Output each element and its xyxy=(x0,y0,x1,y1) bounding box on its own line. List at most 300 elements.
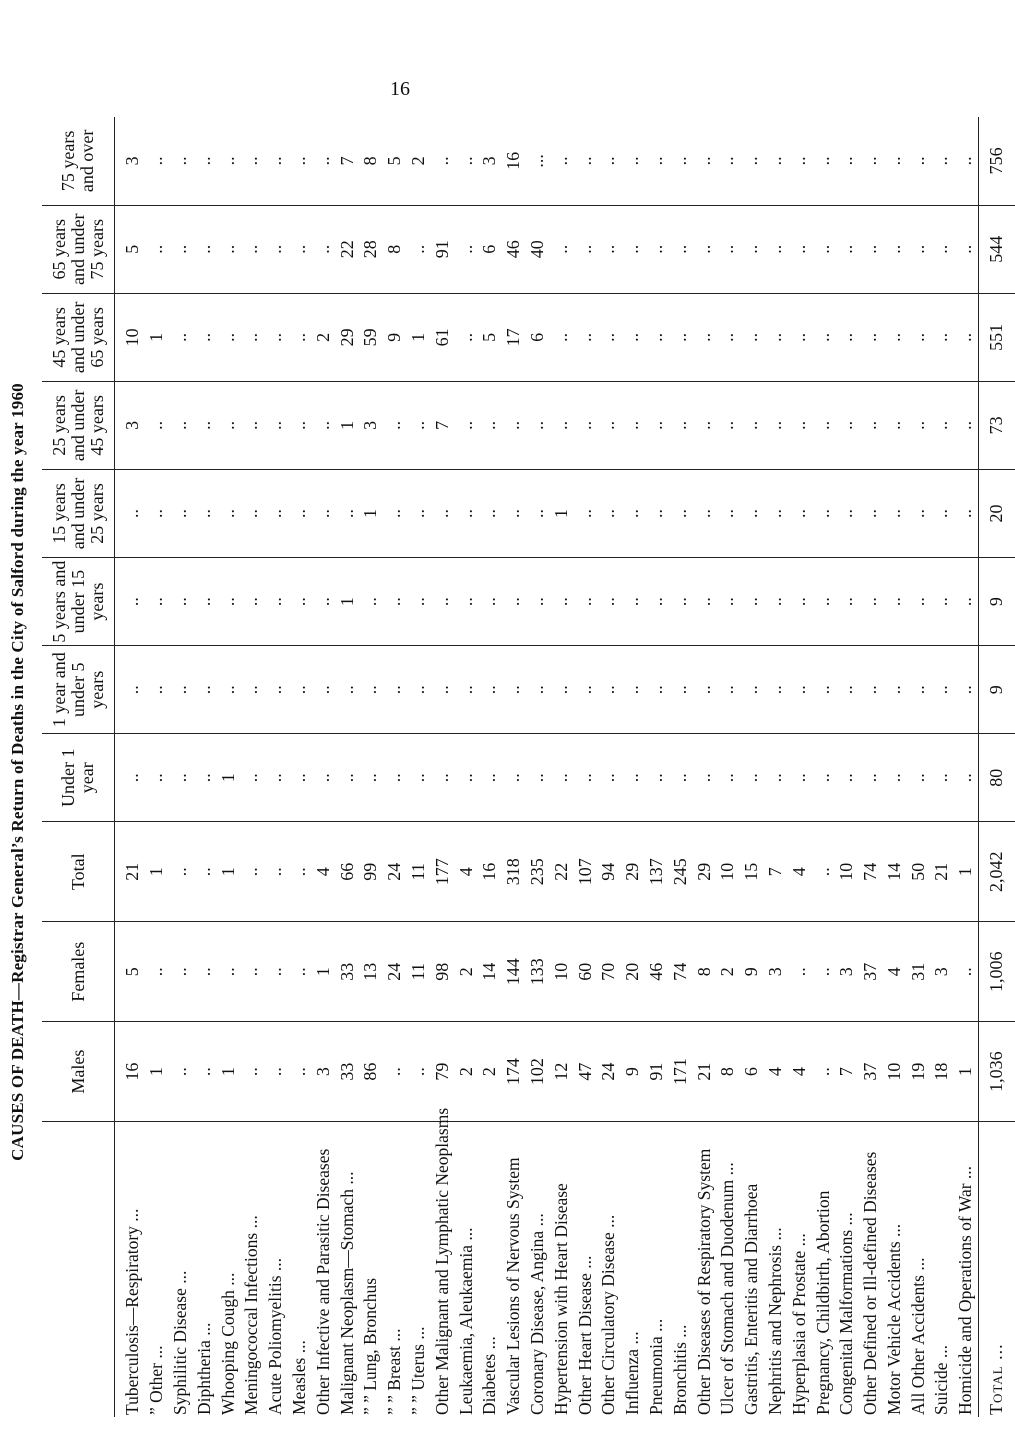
cell-under-1: .. xyxy=(645,734,669,822)
table-row xyxy=(787,117,811,1417)
cell-total: .. xyxy=(169,822,193,922)
cell-females: 144 xyxy=(502,922,526,1022)
table-row xyxy=(930,117,954,1417)
table-row xyxy=(645,117,669,1417)
cell-45-65: 61 xyxy=(430,293,454,381)
cell-45-65: 10 xyxy=(115,293,145,381)
cell-65-75: .. xyxy=(716,205,740,293)
cell-5-15: .. xyxy=(954,558,978,646)
cause-label: Whooping Cough ... xyxy=(217,1272,238,1415)
cell-65-75: .. xyxy=(906,205,930,293)
cell-males: 37 xyxy=(859,1022,883,1122)
cell-under-1: .. xyxy=(145,734,169,822)
cell-males: 86 xyxy=(359,1022,383,1122)
cell-65-75: .. xyxy=(407,205,431,293)
cause-label: Congenital Malformations ... xyxy=(836,1212,857,1415)
cell-15-25: .. xyxy=(407,469,431,557)
total-5-15: 9 xyxy=(978,558,1015,646)
cause-label: Other Circulatory Disease ... xyxy=(598,1214,619,1415)
cell-males: 102 xyxy=(526,1022,550,1122)
cell-15-25: .. xyxy=(430,469,454,557)
cell-5-15: .. xyxy=(407,558,431,646)
cell-45-65: .. xyxy=(264,293,288,381)
cell-under-1: .. xyxy=(288,734,312,822)
cell-15-25: .. xyxy=(264,469,288,557)
cause-label: Coronary Disease, Angina ... xyxy=(526,1213,547,1415)
cell-45-65: .. xyxy=(216,293,240,381)
cell-females: 4 xyxy=(883,922,907,1022)
cell-males: .. xyxy=(407,1022,431,1122)
table-row xyxy=(454,117,478,1417)
cell-under-1: .. xyxy=(115,734,145,822)
cell-males: .. xyxy=(383,1022,407,1122)
cell-females: 1 xyxy=(311,922,335,1022)
table-row xyxy=(692,117,716,1417)
cell-65-75: .. xyxy=(264,205,288,293)
cell-75-over: .. xyxy=(549,117,573,205)
table-row xyxy=(883,117,907,1417)
cell-1-5: .. xyxy=(692,646,716,734)
cell-1-5: .. xyxy=(811,646,835,734)
cell-25-45: .. xyxy=(454,381,478,469)
cell-75-over: .. xyxy=(240,117,264,205)
cell-65-75: .. xyxy=(740,205,764,293)
cell-males: 6 xyxy=(740,1022,764,1122)
cell-25-45: .. xyxy=(859,381,883,469)
cell-25-45: .. xyxy=(740,381,764,469)
cell-15-25: .. xyxy=(573,469,597,557)
cell-25-45: 3 xyxy=(115,381,145,469)
cell-under-1: .. xyxy=(787,734,811,822)
cell-15-25: .. xyxy=(478,469,502,557)
cell-25-45: .. xyxy=(621,381,645,469)
cell-25-45: .. xyxy=(216,381,240,469)
cell-65-75: .. xyxy=(288,205,312,293)
cell-45-65: .. xyxy=(811,293,835,381)
cell-5-15: .. xyxy=(478,558,502,646)
cell-1-5: .. xyxy=(216,646,240,734)
cell-females: 24 xyxy=(383,922,407,1022)
table-row xyxy=(169,117,193,1417)
total-15-25: 20 xyxy=(978,469,1015,557)
cell-1-5: .. xyxy=(383,646,407,734)
cell-75-over: .. xyxy=(692,117,716,205)
cell-75-over: 8 xyxy=(359,117,383,205)
cell-15-25: .. xyxy=(454,469,478,557)
cell-65-75: 8 xyxy=(383,205,407,293)
cell-under-1: .. xyxy=(573,734,597,822)
cell-under-1: .. xyxy=(621,734,645,822)
cell-45-65: 9 xyxy=(383,293,407,381)
cell-25-45: .. xyxy=(764,381,788,469)
cell-females: .. xyxy=(216,922,240,1022)
cell-25-45: .. xyxy=(264,381,288,469)
table-row xyxy=(407,117,431,1417)
cell-total: 29 xyxy=(692,822,716,922)
cell-75-over: .. xyxy=(597,117,621,205)
cell-75-over: .. xyxy=(716,117,740,205)
cell-45-65: .. xyxy=(764,293,788,381)
cell-75-over: .. xyxy=(264,117,288,205)
cause-label: Leukaemia, Aleukaemia ... xyxy=(455,1227,476,1415)
total-1-5: 9 xyxy=(978,646,1015,734)
cell-females: 98 xyxy=(430,922,454,1022)
cell-females: 11 xyxy=(407,922,431,1022)
cause-label: Diphtheria ... xyxy=(193,1322,214,1415)
cell-total: 74 xyxy=(859,822,883,922)
cell-5-15: .. xyxy=(430,558,454,646)
cell-males: 174 xyxy=(502,1022,526,1122)
cell-45-65: 17 xyxy=(502,293,526,381)
table-row xyxy=(621,117,645,1417)
cell-65-75: .. xyxy=(692,205,716,293)
cell-45-65: 1 xyxy=(407,293,431,381)
cell-75-over: .. xyxy=(145,117,169,205)
cause-label: Ulcer of Stomach and Duodenum ... xyxy=(717,1162,738,1415)
table-row xyxy=(359,117,383,1417)
cell-5-15: .. xyxy=(597,558,621,646)
cell-males: 4 xyxy=(764,1022,788,1122)
total-label: Total ... xyxy=(978,1122,1015,1417)
cause-label: Pregnancy, Childbirth, Abortion xyxy=(812,1190,833,1415)
cell-15-25: .. xyxy=(692,469,716,557)
cell-1-5: .. xyxy=(335,646,359,734)
cell-females: 14 xyxy=(478,922,502,1022)
cell-15-25: .. xyxy=(240,469,264,557)
cell-15-25: .. xyxy=(883,469,907,557)
total-males: 1,036 xyxy=(978,1022,1015,1122)
cell-75-over: .. xyxy=(859,117,883,205)
cell-45-65: .. xyxy=(906,293,930,381)
cell-75-over: .. xyxy=(883,117,907,205)
cell-65-75: .. xyxy=(811,205,835,293)
cell-total: 29 xyxy=(621,822,645,922)
cell-males: 10 xyxy=(883,1022,907,1122)
cause-label: ” ” Breast ... xyxy=(384,1328,405,1415)
cell-5-15: .. xyxy=(787,558,811,646)
cell-total: .. xyxy=(192,822,216,922)
cell-females: 10 xyxy=(549,922,573,1022)
cell-5-15: .. xyxy=(930,558,954,646)
cell-total: 16 xyxy=(478,822,502,922)
cell-1-5: .. xyxy=(478,646,502,734)
cell-1-5: .. xyxy=(407,646,431,734)
header-5-15: 5 years and under 15 years xyxy=(42,558,115,646)
cause-label: Homicide and Operations of War ... xyxy=(955,1165,976,1415)
cell-75-over: .. xyxy=(906,117,930,205)
cell-1-5: .. xyxy=(288,646,312,734)
cell-total: 11 xyxy=(407,822,431,922)
cell-under-1: .. xyxy=(335,734,359,822)
cell-males: 79 xyxy=(430,1022,454,1122)
cell-under-1: .. xyxy=(668,734,692,822)
cell-males: 8 xyxy=(716,1022,740,1122)
cell-5-15: .. xyxy=(192,558,216,646)
cell-5-15: .. xyxy=(216,558,240,646)
cell-45-65: .. xyxy=(692,293,716,381)
cell-75-over: .. xyxy=(954,117,978,205)
cell-total: 22 xyxy=(549,822,573,922)
cell-25-45: .. xyxy=(668,381,692,469)
cell-5-15: .. xyxy=(906,558,930,646)
cell-under-1: .. xyxy=(811,734,835,822)
cell-25-45: .. xyxy=(597,381,621,469)
cell-1-5: .. xyxy=(502,646,526,734)
table-row xyxy=(383,117,407,1417)
cell-45-65: .. xyxy=(454,293,478,381)
cell-5-15: .. xyxy=(169,558,193,646)
cell-75-over: 16 xyxy=(502,117,526,205)
cell-under-1: .. xyxy=(264,734,288,822)
cause-label: Gastritis, Enteritis and Diarrhoea xyxy=(741,1183,762,1415)
cell-1-5: .. xyxy=(145,646,169,734)
header-75-over: 75 years and over xyxy=(42,117,115,205)
cell-45-65: .. xyxy=(668,293,692,381)
cell-females: 3 xyxy=(835,922,859,1022)
header-1-5: 1 year and under 5 years xyxy=(42,646,115,734)
cell-25-45: .. xyxy=(692,381,716,469)
cell-males: 3 xyxy=(311,1022,335,1122)
cell-45-65: .. xyxy=(645,293,669,381)
cell-total: 245 xyxy=(668,822,692,922)
cell-total: 66 xyxy=(335,822,359,922)
table-row xyxy=(811,117,835,1417)
header-males: Males xyxy=(42,1022,115,1122)
cell-females: 60 xyxy=(573,922,597,1022)
cell-females: 133 xyxy=(526,922,550,1022)
cell-under-1: .. xyxy=(597,734,621,822)
cell-45-65: .. xyxy=(859,293,883,381)
cell-under-1: .. xyxy=(954,734,978,822)
header-45-65: 45 years and under 65 years xyxy=(42,293,115,381)
cell-total: 1 xyxy=(145,822,169,922)
header-total: Total xyxy=(42,822,115,922)
cell-65-75: 40 xyxy=(526,205,550,293)
cell-45-65: .. xyxy=(169,293,193,381)
cell-5-15: .. xyxy=(692,558,716,646)
cell-males: 91 xyxy=(645,1022,669,1122)
cell-males: 4 xyxy=(787,1022,811,1122)
table-row xyxy=(145,117,169,1417)
cell-total: 21 xyxy=(930,822,954,922)
header-65-75: 65 years and under 75 years xyxy=(42,205,115,293)
table-row xyxy=(115,117,145,1417)
cell-total: 235 xyxy=(526,822,550,922)
table-rotator xyxy=(42,117,1007,1417)
cell-25-45: .. xyxy=(478,381,502,469)
table-row xyxy=(716,117,740,1417)
cell-45-65: .. xyxy=(930,293,954,381)
cause-label: Nephritis and Nephrosis ... xyxy=(764,1227,785,1415)
cell-15-25: .. xyxy=(954,469,978,557)
cell-75-over: .. xyxy=(811,117,835,205)
cause-label: ” ” Lung, Bronchus xyxy=(360,1277,381,1415)
cell-total: 15 xyxy=(740,822,764,922)
cell-females: .. xyxy=(811,922,835,1022)
cell-65-75: .. xyxy=(764,205,788,293)
cell-15-25: .. xyxy=(216,469,240,557)
cause-label: Influenza ... xyxy=(622,1331,643,1415)
cell-1-5: .. xyxy=(311,646,335,734)
cell-under-1: 1 xyxy=(216,734,240,822)
cell-females: 70 xyxy=(597,922,621,1022)
cell-1-5: .. xyxy=(169,646,193,734)
cell-under-1: .. xyxy=(906,734,930,822)
cell-65-75: .. xyxy=(930,205,954,293)
cell-males: 21 xyxy=(692,1022,716,1122)
cell-females: .. xyxy=(169,922,193,1022)
cell-total: 4 xyxy=(454,822,478,922)
cell-25-45: .. xyxy=(288,381,312,469)
cell-65-75: 28 xyxy=(359,205,383,293)
cell-under-1: .. xyxy=(835,734,859,822)
cell-45-65: .. xyxy=(787,293,811,381)
cell-under-1: .. xyxy=(192,734,216,822)
cell-15-25: .. xyxy=(645,469,669,557)
cell-15-25: .. xyxy=(930,469,954,557)
cell-65-75: 22 xyxy=(335,205,359,293)
cell-1-5: .. xyxy=(740,646,764,734)
cell-males: 18 xyxy=(930,1022,954,1122)
causes-of-death-table xyxy=(42,117,1015,1417)
cell-1-5: .. xyxy=(716,646,740,734)
cell-under-1: .. xyxy=(478,734,502,822)
cell-total: 318 xyxy=(502,822,526,922)
cell-1-5: .. xyxy=(835,646,859,734)
cell-25-45: .. xyxy=(954,381,978,469)
cell-total: .. xyxy=(264,822,288,922)
cell-under-1: .. xyxy=(549,734,573,822)
cell-45-65: 1 xyxy=(145,293,169,381)
cell-65-75: .. xyxy=(311,205,335,293)
cell-15-25: .. xyxy=(740,469,764,557)
cell-45-65: 59 xyxy=(359,293,383,381)
cause-label: All Other Accidents ... xyxy=(907,1257,928,1415)
cell-1-5: .. xyxy=(859,646,883,734)
cell-5-15: .. xyxy=(764,558,788,646)
cell-total: 50 xyxy=(906,822,930,922)
cell-females: 2 xyxy=(454,922,478,1022)
cell-25-45: .. xyxy=(906,381,930,469)
header-row xyxy=(42,117,115,1417)
cell-25-45: .. xyxy=(835,381,859,469)
cell-65-75: .. xyxy=(787,205,811,293)
cell-1-5: .. xyxy=(764,646,788,734)
cell-25-45: .. xyxy=(930,381,954,469)
cell-25-45: .. xyxy=(407,381,431,469)
cell-total: 177 xyxy=(430,822,454,922)
table-row xyxy=(288,117,312,1417)
cell-5-15: .. xyxy=(668,558,692,646)
cell-45-65: 5 xyxy=(478,293,502,381)
cell-75-over: 5 xyxy=(383,117,407,205)
cell-15-25: .. xyxy=(311,469,335,557)
cell-total: 4 xyxy=(787,822,811,922)
cell-65-75: .. xyxy=(859,205,883,293)
cell-25-45: .. xyxy=(811,381,835,469)
cell-65-75: .. xyxy=(549,205,573,293)
cell-females: 5 xyxy=(115,922,145,1022)
cell-25-45: .. xyxy=(383,381,407,469)
cause-label: Hyperplasia of Prostate ... xyxy=(788,1233,809,1415)
total-45-65: 551 xyxy=(978,293,1015,381)
cell-25-45: 1 xyxy=(335,381,359,469)
cell-females: 31 xyxy=(906,922,930,1022)
cell-1-5: .. xyxy=(192,646,216,734)
cell-females: 46 xyxy=(645,922,669,1022)
cell-5-15: .. xyxy=(383,558,407,646)
total-75-over: 756 xyxy=(978,117,1015,205)
cell-5-15: .. xyxy=(621,558,645,646)
table-row xyxy=(906,117,930,1417)
cell-65-75: .. xyxy=(621,205,645,293)
cell-45-65: .. xyxy=(288,293,312,381)
cell-15-25: .. xyxy=(526,469,550,557)
cell-5-15: .. xyxy=(264,558,288,646)
cell-65-75: .. xyxy=(645,205,669,293)
cell-45-65: .. xyxy=(240,293,264,381)
cell-45-65: 29 xyxy=(335,293,359,381)
cell-total: 94 xyxy=(597,822,621,922)
cell-under-1: .. xyxy=(407,734,431,822)
cell-females: 74 xyxy=(668,922,692,1022)
cell-75-over: .. xyxy=(454,117,478,205)
table-row xyxy=(192,117,216,1417)
cell-25-45: .. xyxy=(645,381,669,469)
cell-45-65: 2 xyxy=(311,293,335,381)
cell-1-5: .. xyxy=(264,646,288,734)
cell-15-25: .. xyxy=(502,469,526,557)
cell-total: 14 xyxy=(883,822,907,922)
cell-females: 3 xyxy=(764,922,788,1022)
cell-total: 1 xyxy=(216,822,240,922)
cell-45-65: .. xyxy=(740,293,764,381)
cell-45-65: .. xyxy=(549,293,573,381)
cell-males: 1 xyxy=(216,1022,240,1122)
cell-total: 21 xyxy=(115,822,145,922)
cell-65-75: 91 xyxy=(430,205,454,293)
cell-45-65: .. xyxy=(716,293,740,381)
cell-females: 33 xyxy=(335,922,359,1022)
cell-females: .. xyxy=(954,922,978,1022)
cell-65-75: .. xyxy=(597,205,621,293)
total-65-75: 544 xyxy=(978,205,1015,293)
cell-total: .. xyxy=(240,822,264,922)
cause-label: Other Malignant and Lymphatic Neoplasms xyxy=(431,1107,452,1415)
header-under-1: Under 1 year xyxy=(42,734,115,822)
cell-1-5: .. xyxy=(883,646,907,734)
cell-5-15: .. xyxy=(549,558,573,646)
cell-males: .. xyxy=(192,1022,216,1122)
cell-25-45: .. xyxy=(549,381,573,469)
cell-females: .. xyxy=(264,922,288,1022)
cell-65-75: .. xyxy=(954,205,978,293)
cell-15-25: .. xyxy=(716,469,740,557)
cell-25-45: .. xyxy=(240,381,264,469)
cell-total: 4 xyxy=(311,822,335,922)
cell-65-75: .. xyxy=(216,205,240,293)
header-15-25: 15 years and under 25 years xyxy=(42,469,115,557)
cell-1-5: .. xyxy=(454,646,478,734)
cell-65-75: 5 xyxy=(115,205,145,293)
cell-45-65: .. xyxy=(883,293,907,381)
cell-5-15: .. xyxy=(145,558,169,646)
cell-75-over: 2 xyxy=(407,117,431,205)
cell-females: 2 xyxy=(716,922,740,1022)
cell-25-45: .. xyxy=(526,381,550,469)
cause-label: Hypertension with Heart Disease xyxy=(550,1183,571,1415)
cell-5-15: .. xyxy=(740,558,764,646)
